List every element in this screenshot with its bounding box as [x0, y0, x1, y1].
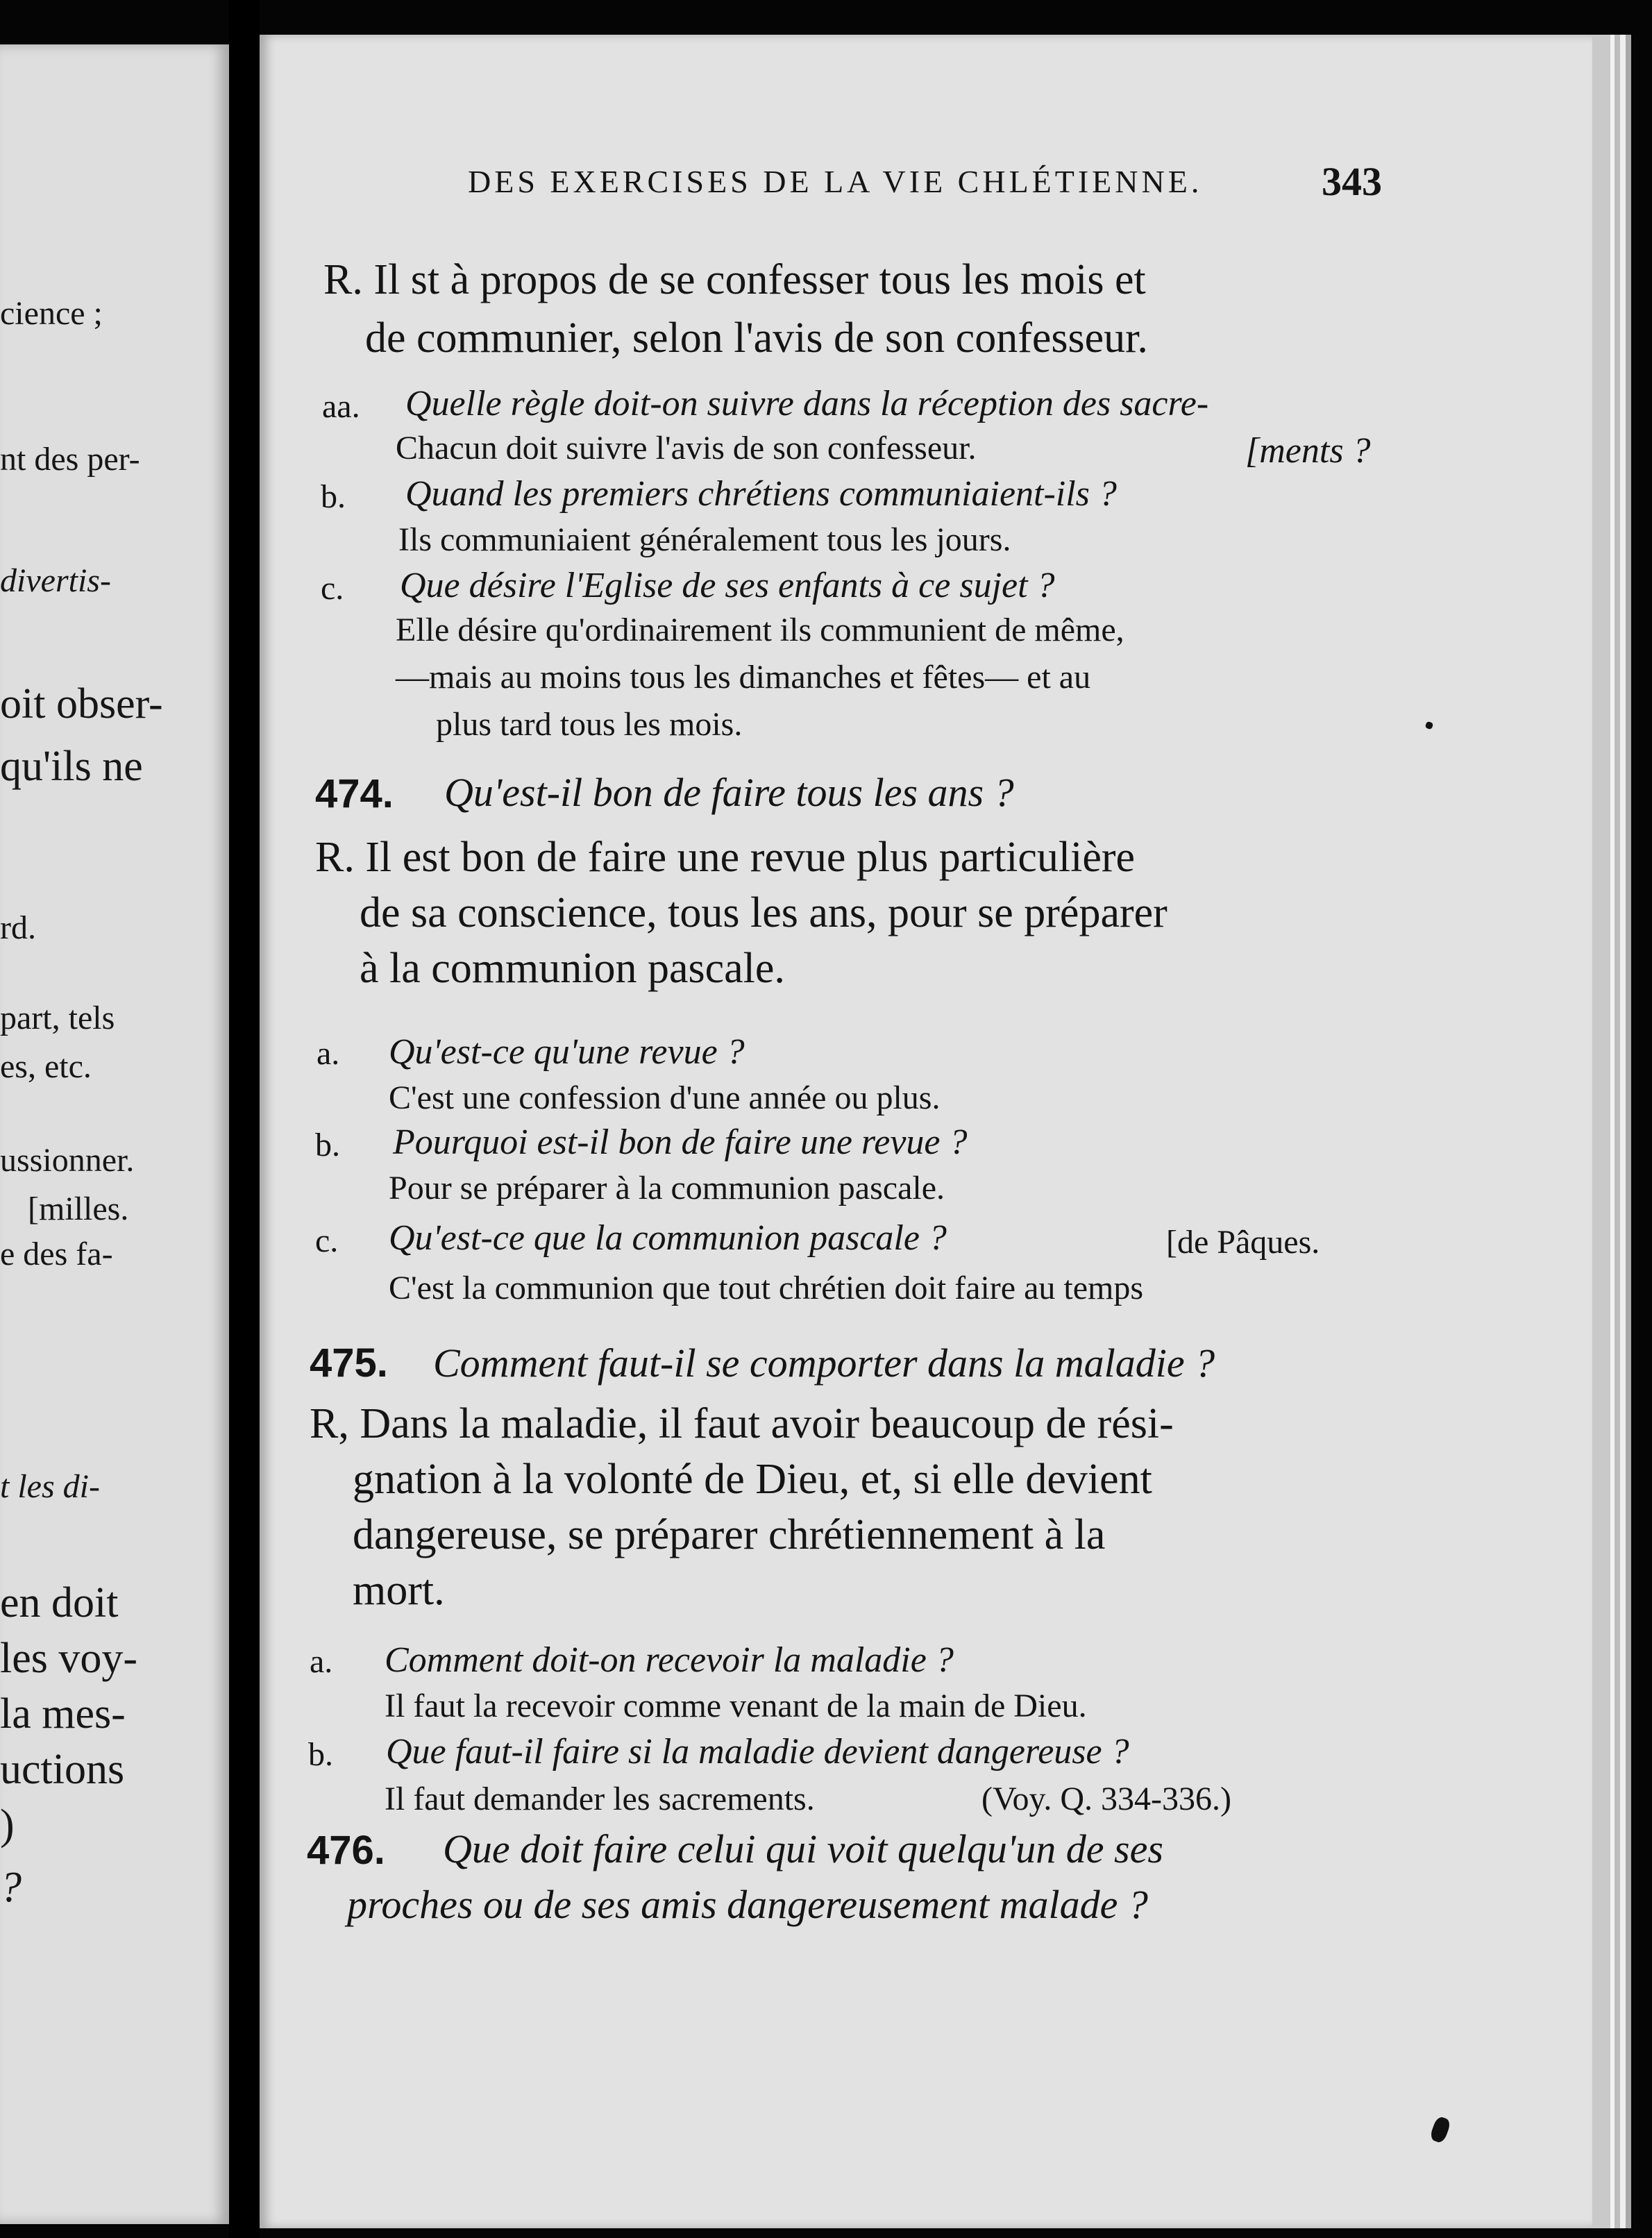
sub-label: c. — [315, 1222, 339, 1259]
sub-question: Comment doit-on recevoir la maladie ? — [385, 1640, 954, 1680]
answer-474-line: de sa conscience, tous les ans, pour se préparer — [360, 889, 1168, 936]
question-number: 474. — [315, 771, 394, 816]
question-text: proches ou de ses amis dangereusement malade ? — [347, 1882, 1148, 1927]
answer-474-line: R. Il est bon de faire une revue plus particulière — [315, 834, 1135, 881]
sub-label: a. — [310, 1643, 333, 1680]
left-page-fragment: nt des per- — [0, 441, 140, 478]
left-page-fragment: qu'ils ne — [0, 743, 143, 790]
left-page-fragment: divertis- — [0, 562, 111, 599]
sub-question: Que faut-il faire si la maladie devient dangereuse ? — [386, 1732, 1129, 1772]
sub-question: Quelle règle doit-on suivre dans la réception des sacre- — [405, 384, 1209, 423]
left-page-fragment: les voy- — [0, 1635, 138, 1682]
sub-answer: C'est la communion que tout chrétien doit faire au temps — [389, 1270, 1144, 1306]
question-number: 475. — [310, 1340, 388, 1386]
question-text: Que doit faire celui qui voit quelqu'un de ses — [443, 1826, 1163, 1871]
sub-answer: C'est une confession d'une année ou plus. — [389, 1079, 941, 1116]
left-page-fragment: rd. — [0, 909, 36, 946]
left-page-fragment: ) — [0, 1801, 15, 1849]
ink-spot — [1429, 2115, 1452, 2144]
answer-473-line: de communier, selon l'avis de son confesseur. — [365, 314, 1148, 362]
question-number: 476. — [307, 1828, 385, 1873]
answer-474-line: à la communion pascale. — [360, 945, 785, 992]
left-page-fragment: part, tels — [0, 1000, 115, 1036]
sub-label: a. — [317, 1035, 340, 1072]
answer-475-line: R, Dans la maladie, il faut avoir beaucoup de rési- — [310, 1400, 1174, 1447]
answer-475-line: dangereuse, se préparer chrétiennement à la — [353, 1511, 1106, 1558]
overflow-bracket: [de Pâques. — [1166, 1224, 1320, 1261]
left-page-fragment: t les di- — [0, 1468, 100, 1505]
sub-answer: Pour se préparer à la communion pascale. — [389, 1170, 945, 1206]
cross-reference: (Voy. Q. 334-336.) — [981, 1781, 1231, 1817]
sub-label: c. — [321, 570, 344, 607]
sub-answer: Chacun doit suivre l'avis de son confesseur. — [396, 430, 977, 466]
ink-spot — [1425, 721, 1434, 730]
sub-label: b. — [308, 1736, 333, 1773]
sub-answer: Elle désire qu'ordinairement ils communient de même, — [396, 612, 1124, 648]
sub-question: Qu'est-ce qu'une revue ? — [389, 1032, 745, 1072]
sub-question: Que désire l'Eglise de ses enfants à ce sujet ? — [400, 566, 1055, 605]
running-head: DES EXERCISES DE LA VIE CHLÉTIENNE. — [468, 164, 1203, 199]
question-text: Qu'est-il bon de faire tous les ans ? — [444, 770, 1014, 815]
left-page-fragment: es, etc. — [0, 1048, 92, 1085]
sub-label: b. — [315, 1127, 340, 1163]
sub-answer: Il faut demander les sacrements. — [385, 1781, 815, 1817]
answer-475-line: gnation à la volonté de Dieu, et, si elle devient — [353, 1456, 1152, 1503]
sub-answer: plus tard tous les mois. — [436, 706, 743, 743]
left-page-fragment: en doit — [0, 1579, 119, 1626]
sub-question: Pourquoi est-il bon de faire une revue ? — [393, 1122, 968, 1162]
sub-answer: —mais au moins tous les dimanches et fêtes— et au — [396, 659, 1091, 696]
left-page-fragment: ussionner. — [0, 1142, 135, 1179]
left-page-fragment: [milles. — [28, 1190, 129, 1227]
overflow-bracket: [ments ? — [1245, 431, 1371, 471]
answer-475-line: mort. — [353, 1567, 445, 1614]
left-page-fragment: uctions — [0, 1746, 125, 1793]
left-page-fragment: oit obser- — [0, 680, 163, 727]
sub-answer: Ils communiaient généralement tous les jours. — [398, 521, 1011, 558]
book-page — [260, 35, 1610, 2228]
question-text: Comment faut-il se comporter dans la maladie ? — [433, 1340, 1215, 1386]
sub-question: Qu'est-ce que la communion pascale ? — [389, 1218, 947, 1258]
answer-473-line: R. Il st à propos de se confesser tous les mois et — [323, 256, 1146, 303]
left-page-fragment: la mes- — [0, 1690, 126, 1738]
left-facing-page — [0, 44, 229, 2224]
sub-question: Quand les premiers chrétiens communiaient-ils ? — [405, 474, 1117, 514]
left-page-fragment: ? — [0, 1864, 22, 1911]
sub-answer: Il faut la recevoir comme venant de la main de Dieu. — [385, 1688, 1087, 1724]
left-page-fragment: e des fa- — [0, 1236, 113, 1272]
sub-label: b. — [321, 478, 346, 515]
binding-gutter — [229, 0, 260, 2238]
left-page-fragment: cience ; — [0, 295, 103, 332]
sub-label: aa. — [322, 388, 360, 425]
page-number: 343 — [1322, 159, 1382, 204]
